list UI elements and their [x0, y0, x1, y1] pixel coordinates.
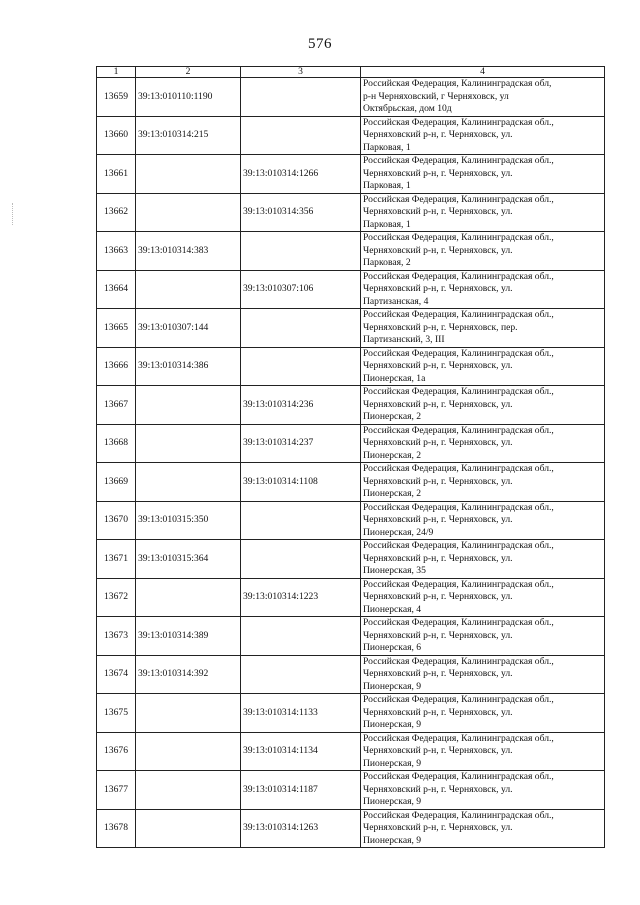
- table-row: [97, 617, 605, 656]
- row-number-cell: 13669: [97, 463, 136, 502]
- address-line: Черняховский р-н, г. Черняховск, ул.: [363, 783, 513, 795]
- row-number-cell: 13677: [97, 771, 136, 810]
- address-line: Партизанский, 3, III: [363, 334, 445, 345]
- row-number-cell: 13671: [97, 540, 136, 579]
- address-cell: [361, 809, 605, 848]
- column-header-2: 2: [136, 67, 241, 78]
- address-line: Партизанская, 4: [363, 295, 429, 307]
- address-line: Пионерская, 1а: [363, 372, 426, 384]
- row-number-cell: 13667: [97, 386, 136, 425]
- table-row: [97, 270, 605, 309]
- building-cadastral-number-cell: 39:13:010314:1108: [241, 463, 361, 502]
- address-line: Российская Федерация, Калининградская обл.,: [363, 193, 554, 205]
- address-line: Черняховский р-н, г. Черняховск, ул.: [363, 591, 513, 602]
- land-cadastral-number-cell: 39:13:010307:144: [136, 309, 241, 348]
- building-cadastral-number-cell: [241, 501, 361, 540]
- building-cadastral-number-cell: [241, 116, 361, 155]
- address-line: Черняховский р-н, г. Черняховск, ул.: [363, 360, 513, 371]
- address-line: Черняховский р-н, г. Черняховск, ул.: [363, 167, 513, 179]
- address-line: Черняховский р-н, г. Черняховск, ул.: [363, 629, 513, 641]
- row-number-cell: 13675: [97, 694, 136, 733]
- address-cell: [361, 78, 605, 117]
- row-number-cell: 13668: [97, 424, 136, 463]
- land-cadastral-number-cell: [136, 155, 241, 194]
- table-row: [97, 424, 605, 463]
- address-line: Российская Федерация, Калининградская обл.,: [363, 694, 554, 705]
- address-line: Российская Федерация, Калининградская обл.,: [363, 347, 554, 359]
- address-line: Черняховский р-н, г. Черняховск, ул.: [363, 475, 513, 487]
- building-cadastral-number-cell: [241, 347, 361, 386]
- row-number-cell: 13666: [97, 347, 136, 386]
- address-line: Российская Федерация, Калининградская обл.,: [363, 501, 554, 513]
- table-row: [97, 809, 605, 848]
- table-row: [97, 501, 605, 540]
- land-cadastral-number-cell: [136, 386, 241, 425]
- land-cadastral-number-cell: 39:13:010314:389: [136, 617, 241, 656]
- land-cadastral-number-cell: [136, 463, 241, 502]
- building-cadastral-number-cell: [241, 232, 361, 271]
- building-cadastral-number-cell: 39:13:010314:237: [241, 424, 361, 463]
- address-line: Пионерская, 24/9: [363, 526, 434, 538]
- row-number-cell: 13660: [97, 116, 136, 155]
- address-cell: [361, 578, 605, 617]
- table-row: [97, 347, 605, 386]
- address-line: Российская Федерация, Калининградская обл,: [363, 78, 552, 89]
- row-number-cell: 13678: [97, 809, 136, 848]
- row-number-cell: 13664: [97, 270, 136, 309]
- address-cell: [361, 116, 605, 155]
- land-cadastral-number-cell: 39:13:010314:386: [136, 347, 241, 386]
- column-header-1: 1: [97, 67, 136, 78]
- address-line: Пионерская, 35: [363, 565, 426, 576]
- row-number-cell: 13665: [97, 309, 136, 348]
- building-cadastral-number-cell: 39:13:010314:1134: [241, 732, 361, 771]
- land-cadastral-number-cell: 39:13:010314:215: [136, 116, 241, 155]
- address-cell: [361, 155, 605, 194]
- address-line: Пионерская, 2: [363, 449, 422, 461]
- building-cadastral-number-cell: [241, 78, 361, 117]
- land-cadastral-number-cell: 39:13:010315:364: [136, 540, 241, 579]
- land-cadastral-number-cell: [136, 694, 241, 733]
- address-line: Черняховский р-н, г. Черняховск, ул.: [363, 283, 513, 294]
- row-number-cell: 13662: [97, 193, 136, 232]
- building-cadastral-number-cell: [241, 655, 361, 694]
- address-line: Российская Федерация, Калининградская обл.,: [363, 386, 554, 397]
- address-line: Пионерская, 9: [363, 796, 422, 807]
- land-cadastral-number-cell: [136, 424, 241, 463]
- address-cell: [361, 655, 605, 694]
- land-cadastral-number-cell: [136, 578, 241, 617]
- table-row: [97, 655, 605, 694]
- building-cadastral-number-cell: [241, 540, 361, 579]
- address-line: Черняховский р-н, г. Черняховск, ул.: [363, 398, 513, 410]
- address-line: Черняховский р-н, г. Черняховск, ул.: [363, 706, 513, 718]
- table-body: [97, 78, 605, 848]
- table-row: [97, 771, 605, 810]
- address-cell: [361, 232, 605, 271]
- building-cadastral-number-cell: 39:13:010314:236: [241, 386, 361, 425]
- building-cadastral-number-cell: [241, 617, 361, 656]
- address-line: Пионерская, 2: [363, 411, 422, 422]
- building-cadastral-number-cell: 39:13:010314:1263: [241, 809, 361, 848]
- address-line: Российская Федерация, Калининградская обл.,: [363, 309, 554, 320]
- address-line: Парковая, 1: [363, 218, 411, 230]
- property-registry-table: [96, 66, 605, 848]
- row-number-cell: 13661: [97, 155, 136, 194]
- address-line: Черняховский р-н, г. Черняховск, ул.: [363, 129, 513, 140]
- address-line: Черняховский р-н, г. Черняховск, ул.: [363, 437, 513, 448]
- building-cadastral-number-cell: 39:13:010314:1223: [241, 578, 361, 617]
- address-line: Пионерская, 2: [363, 488, 422, 499]
- table-row: [97, 540, 605, 579]
- address-cell: [361, 424, 605, 463]
- address-line: Российская Федерация, Калининградская обл.,: [363, 232, 554, 243]
- table-row: [97, 694, 605, 733]
- address-line: Черняховский р-н, г. Черняховск, ул.: [363, 514, 513, 525]
- land-cadastral-number-cell: 39:13:010110:1190: [136, 78, 241, 117]
- table-row: [97, 732, 605, 771]
- address-line: Пионерская, 9: [363, 680, 422, 692]
- address-line: Парковая, 1: [363, 180, 411, 191]
- land-cadastral-number-cell: [136, 193, 241, 232]
- row-number-cell: 13674: [97, 655, 136, 694]
- building-cadastral-number-cell: [241, 309, 361, 348]
- address-line: Черняховский р-н, г. Черняховск, ул.: [363, 668, 513, 679]
- address-line: Российская Федерация, Калининградская обл.,: [363, 771, 554, 782]
- address-cell: [361, 540, 605, 579]
- row-number-cell: 13663: [97, 232, 136, 271]
- table-header-row: [97, 67, 605, 78]
- row-number-cell: 13670: [97, 501, 136, 540]
- address-line: Российская Федерация, Калининградская обл.,: [363, 424, 554, 436]
- address-cell: [361, 193, 605, 232]
- address-cell: [361, 463, 605, 502]
- address-line: Парковая, 1: [363, 141, 411, 153]
- address-line: Пионерская, 9: [363, 757, 422, 769]
- table-row: [97, 386, 605, 425]
- table-row: [97, 78, 605, 117]
- land-cadastral-number-cell: [136, 732, 241, 771]
- address-line: Парковая, 2: [363, 257, 411, 268]
- address-line: Черняховский р-н, г. Черняховск, ул.: [363, 244, 513, 256]
- address-line: Российская Федерация, Калининградская обл.,: [363, 270, 554, 282]
- address-line: Российская Федерация, Калининградская обл.,: [363, 809, 554, 821]
- building-cadastral-number-cell: 39:13:010314:1133: [241, 694, 361, 733]
- row-number-cell: 13676: [97, 732, 136, 771]
- table-row: [97, 232, 605, 271]
- address-line: Пионерская, 9: [363, 719, 422, 730]
- address-line: Октябрьская, дом 10д: [363, 103, 452, 114]
- column-header-4: 4: [361, 67, 605, 78]
- table-row: [97, 193, 605, 232]
- table-row: [97, 463, 605, 502]
- address-cell: [361, 309, 605, 348]
- address-line: Пионерская, 4: [363, 603, 422, 615]
- land-cadastral-number-cell: 39:13:010314:392: [136, 655, 241, 694]
- row-number-cell: 13659: [97, 78, 136, 117]
- building-cadastral-number-cell: 39:13:010314:1187: [241, 771, 361, 810]
- building-cadastral-number-cell: 39:13:010307:106: [241, 270, 361, 309]
- table-row: [97, 309, 605, 348]
- table-row: [97, 116, 605, 155]
- address-cell: [361, 694, 605, 733]
- land-cadastral-number-cell: 39:13:010314:383: [136, 232, 241, 271]
- address-line: Черняховский р-н, г. Черняховск, ул.: [363, 822, 513, 833]
- address-line: Российская Федерация, Калининградская обл.,: [363, 540, 554, 551]
- address-line: Черняховский р-н, г. Черняховск, пер.: [363, 321, 518, 333]
- scan-margin-mark: [12, 203, 15, 225]
- address-line: Черняховский р-н, г. Черняховск, ул.: [363, 745, 513, 756]
- address-cell: [361, 732, 605, 771]
- address-line: Российская Федерация, Калининградская обл.,: [363, 732, 554, 744]
- address-cell: [361, 270, 605, 309]
- address-cell: [361, 617, 605, 656]
- page-number: 576: [308, 36, 332, 52]
- address-line: Черняховский р-н, г. Черняховск, ул.: [363, 552, 513, 564]
- address-cell: [361, 771, 605, 810]
- address-line: Российская Федерация, Калининградская обл.,: [363, 578, 554, 590]
- building-cadastral-number-cell: 39:13:010314:356: [241, 193, 361, 232]
- address-cell: [361, 386, 605, 425]
- row-number-cell: 13673: [97, 617, 136, 656]
- land-cadastral-number-cell: 39:13:010315:350: [136, 501, 241, 540]
- address-line: Российская Федерация, Калининградская обл.,: [363, 617, 554, 628]
- address-line: р-н Черняховский, г Черняховск, ул: [363, 90, 509, 102]
- address-line: Российская Федерация, Калининградская обл.,: [363, 655, 554, 667]
- address-cell: [361, 501, 605, 540]
- table-row: [97, 578, 605, 617]
- column-header-3: 3: [241, 67, 361, 78]
- land-cadastral-number-cell: [136, 809, 241, 848]
- table-row: [97, 155, 605, 194]
- address-line: Российская Федерация, Калининградская обл.,: [363, 155, 554, 166]
- land-cadastral-number-cell: [136, 771, 241, 810]
- address-line: Черняховский р-н, г. Черняховск, ул.: [363, 206, 513, 217]
- address-line: Российская Федерация, Калининградская обл.,: [363, 116, 554, 128]
- address-line: Российская Федерация, Калининградская обл.,: [363, 463, 554, 474]
- building-cadastral-number-cell: 39:13:010314:1266: [241, 155, 361, 194]
- address-cell: [361, 347, 605, 386]
- row-number-cell: 13672: [97, 578, 136, 617]
- land-cadastral-number-cell: [136, 270, 241, 309]
- address-line: Пионерская, 9: [363, 834, 422, 846]
- address-line: Пионерская, 6: [363, 642, 422, 653]
